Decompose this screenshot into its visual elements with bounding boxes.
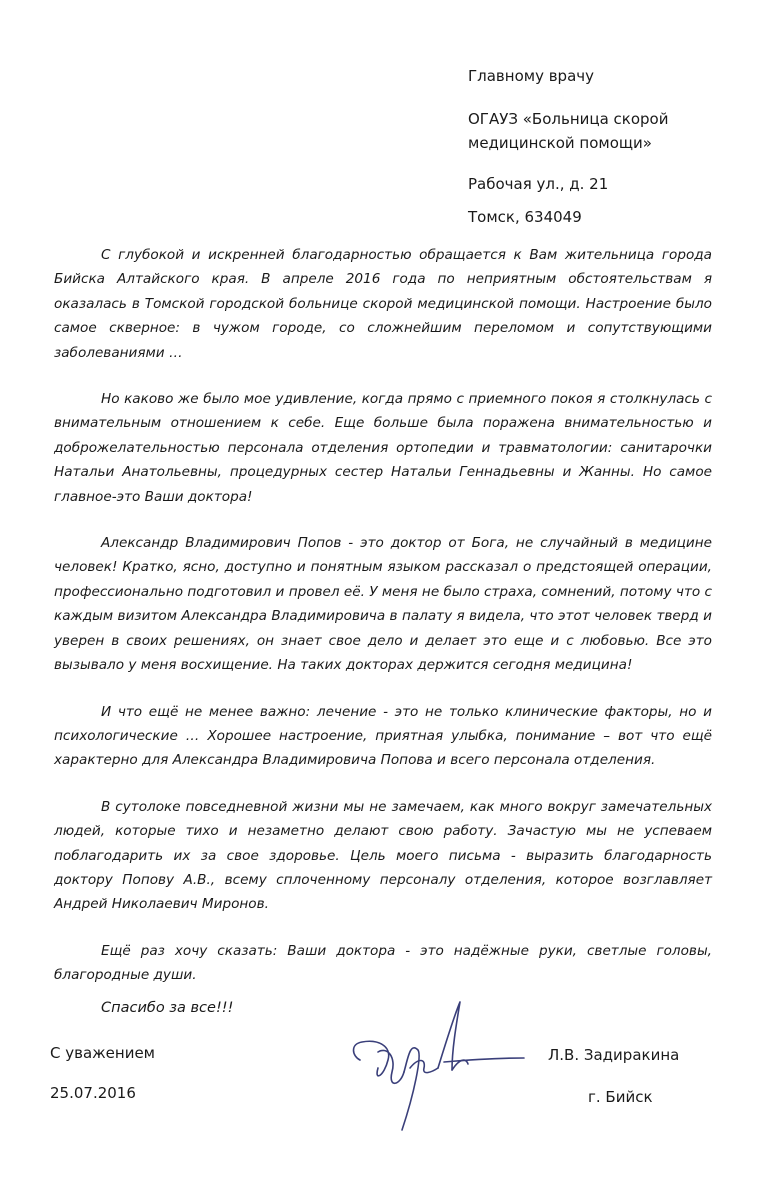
paragraph-1: С глубокой и искренней благодарностью обращается к Вам жительница города Бийска Алтайского края. В апреле 2016 года по неприятным обстоятельствам я оказалась в Томской городской больнице скорой медицинской помощи. Настроение было самое скверное: в чужом городе, со сложнейшим переломом и сопутствующими заболеваниями …	[54, 247, 712, 361]
letter-date: 25.07.2016	[50, 1084, 136, 1102]
paragraph-2: Но каково же было мое удивление, когда прямо с приемного покоя я столкнулась с внимательным отношением к себе. Еще больше была поражена внимательностью и доброжелательностью персонала отделения ортопедии и травматологии: санитарочки Натальи Анатольевны, процедурных сестер Натальи Геннадьевны и Жанны. Но самое главное-это Ваши доктора!	[54, 391, 712, 505]
letter-body	[54, 243, 712, 1010]
paragraph-6: Ещё раз хочу сказать: Ваши доктора - это надёжные руки, светлые головы, благородные души.	[54, 942, 712, 984]
paragraph-5: В сутолоке повседневной жизни мы не замечаем, как много вокруг замечательных людей, которые тихо и незаметно делают свою работу. Зачастую мы не успеваем поблагодарить их за свое здоровье. Цель моего письма - выразить благодарность доктору Попову А.В., всему сплоченному персоналу отделения, которое возглавляет Андрей Николаевич Миронов.	[54, 798, 712, 913]
paragraph-3: Александр Владимирович Попов - это доктор от Бога, не случайный в медицине человек! Кратко, ясно, доступно и понятным языком рассказал о предстоящей операции, профессионально подготовил и провел её. У меня не было страха, сомнений, потому что с каждым визитом Александра Владимировича в палату я видела, что этот человек тверд и уверен в своих решениях, он знает свое дело и делает это еще и с любовью. Все это вызывало у меня восхищение. На таких докторах держится сегодня медицина!	[54, 535, 712, 674]
handwritten-signature	[348, 998, 538, 1138]
addressee-city: Томск, 634049	[468, 208, 582, 226]
paragraph-4: И что ещё не менее важно: лечение - это не только клинические факторы, но и психологические … Хорошее настроение, приятная улыбка, понимание – вот что ещё характерно для Александра Владимировича Попова и всего персонала отделения.	[54, 703, 712, 769]
addressee-organization-line-2: медицинской помощи»	[468, 134, 652, 152]
addressee-title: Главному врачу	[468, 67, 595, 85]
addressee-street: Рабочая ул., д. 21	[468, 175, 609, 193]
signer-name: Л.В. Задиракина	[548, 1046, 680, 1064]
regards-line: С уважением	[50, 1044, 155, 1062]
addressee-organization-line-1: ОГАУЗ «Больница скорой	[468, 110, 669, 128]
signer-city: г. Бийск	[588, 1088, 653, 1106]
thanks-line: Спасибо за все!!!	[101, 1000, 234, 1016]
